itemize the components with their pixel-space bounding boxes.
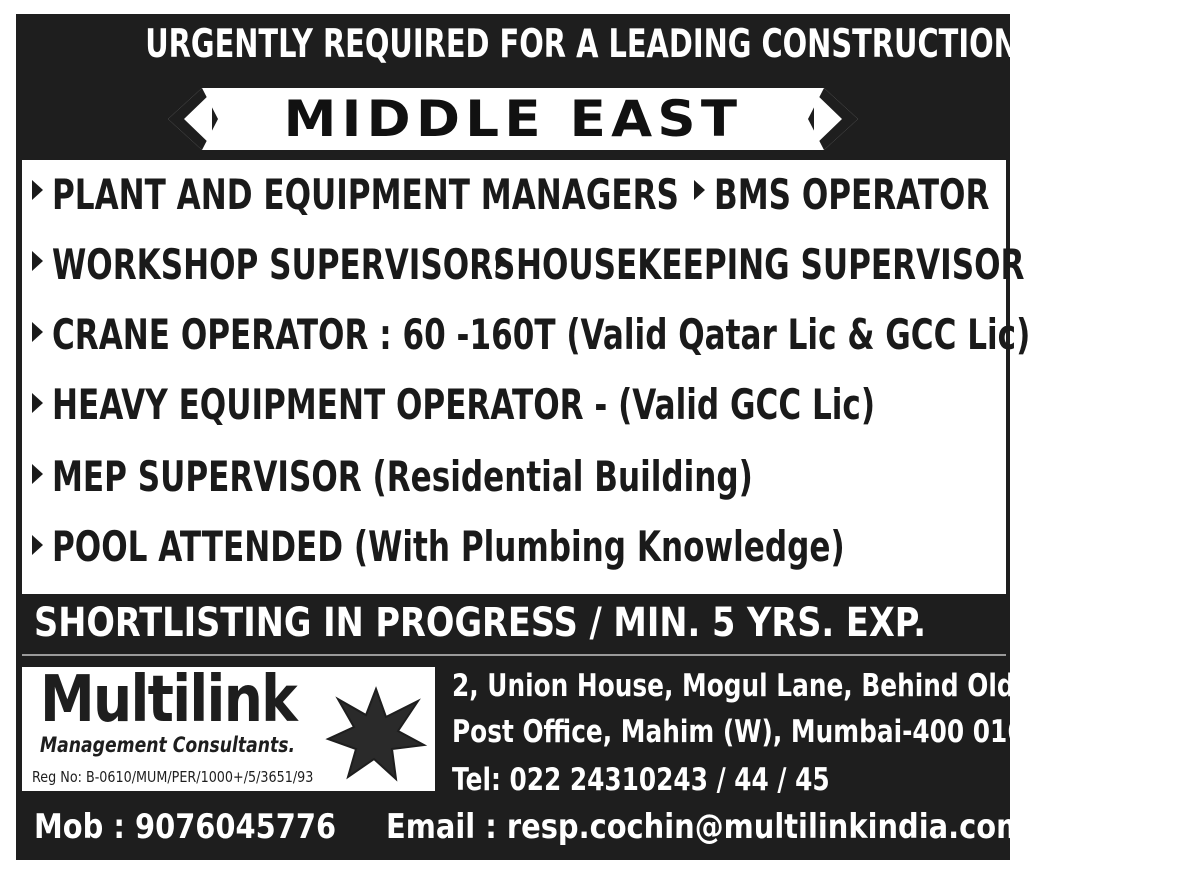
job-item: POOL ATTENDED (With Plumbing Knowledge)	[52, 522, 845, 571]
bullet-arrow-icon	[32, 180, 43, 200]
company-logo	[22, 663, 435, 791]
company-tagline: Management Consultants.	[40, 733, 296, 757]
job-item: HEAVY EQUIPMENT OPERATOR - (Valid GCC Lic)	[52, 380, 876, 429]
bullet-arrow-icon	[32, 393, 43, 413]
bullet-arrow-icon	[32, 251, 43, 271]
mobile-number: Mob : 9076045776	[34, 807, 337, 847]
job-item: WORKSHOP SUPERVISORS	[52, 240, 516, 289]
logo-wordmark: Multilink	[40, 663, 297, 737]
address-line-1: 2, Union House, Mogul Lane, Behind Old	[452, 668, 1015, 704]
bullet-arrow-icon	[32, 464, 43, 484]
job-item: PLANT AND EQUIPMENT MANAGERS	[52, 170, 679, 219]
job-item: MEP SUPERVISOR (Residential Building)	[52, 452, 753, 501]
bullet-arrow-icon	[32, 322, 43, 342]
job-item: CRANE OPERATOR : 60 -160T (Valid Qatar Lic & GCC Lic)	[52, 310, 1031, 359]
address-line-2: Post Office, Mahim (W), Mumbai-400 016	[452, 714, 1025, 750]
job-item: BMS OPERATOR	[714, 170, 990, 219]
region-banner	[168, 88, 858, 150]
bullet-arrow-icon	[694, 180, 705, 200]
headline: URGENTLY REQUIRED FOR A LEADING CONSTRUCTION COMPANY	[145, 22, 1188, 67]
bullet-arrow-icon	[496, 251, 507, 271]
job-item: HOUSEKEEPING SUPERVISOR	[516, 240, 1025, 289]
jobs-panel	[22, 160, 1031, 594]
telephone: Tel: 022 24310243 / 44 / 45	[452, 762, 830, 798]
star-icon	[326, 687, 426, 781]
registration-number: Reg No: B-0610/MUM/PER/1000+/5/3651/93	[32, 768, 314, 786]
divider	[22, 654, 1006, 656]
email-address: Email : resp.cochin@multilinkindia.com	[386, 807, 1027, 847]
region-title: MIDDLE EAST	[283, 90, 743, 148]
bullet-arrow-icon	[32, 535, 43, 555]
shortlisting-text: SHORTLISTING IN PROGRESS / MIN. 5 YRS. EXP.	[34, 600, 926, 646]
